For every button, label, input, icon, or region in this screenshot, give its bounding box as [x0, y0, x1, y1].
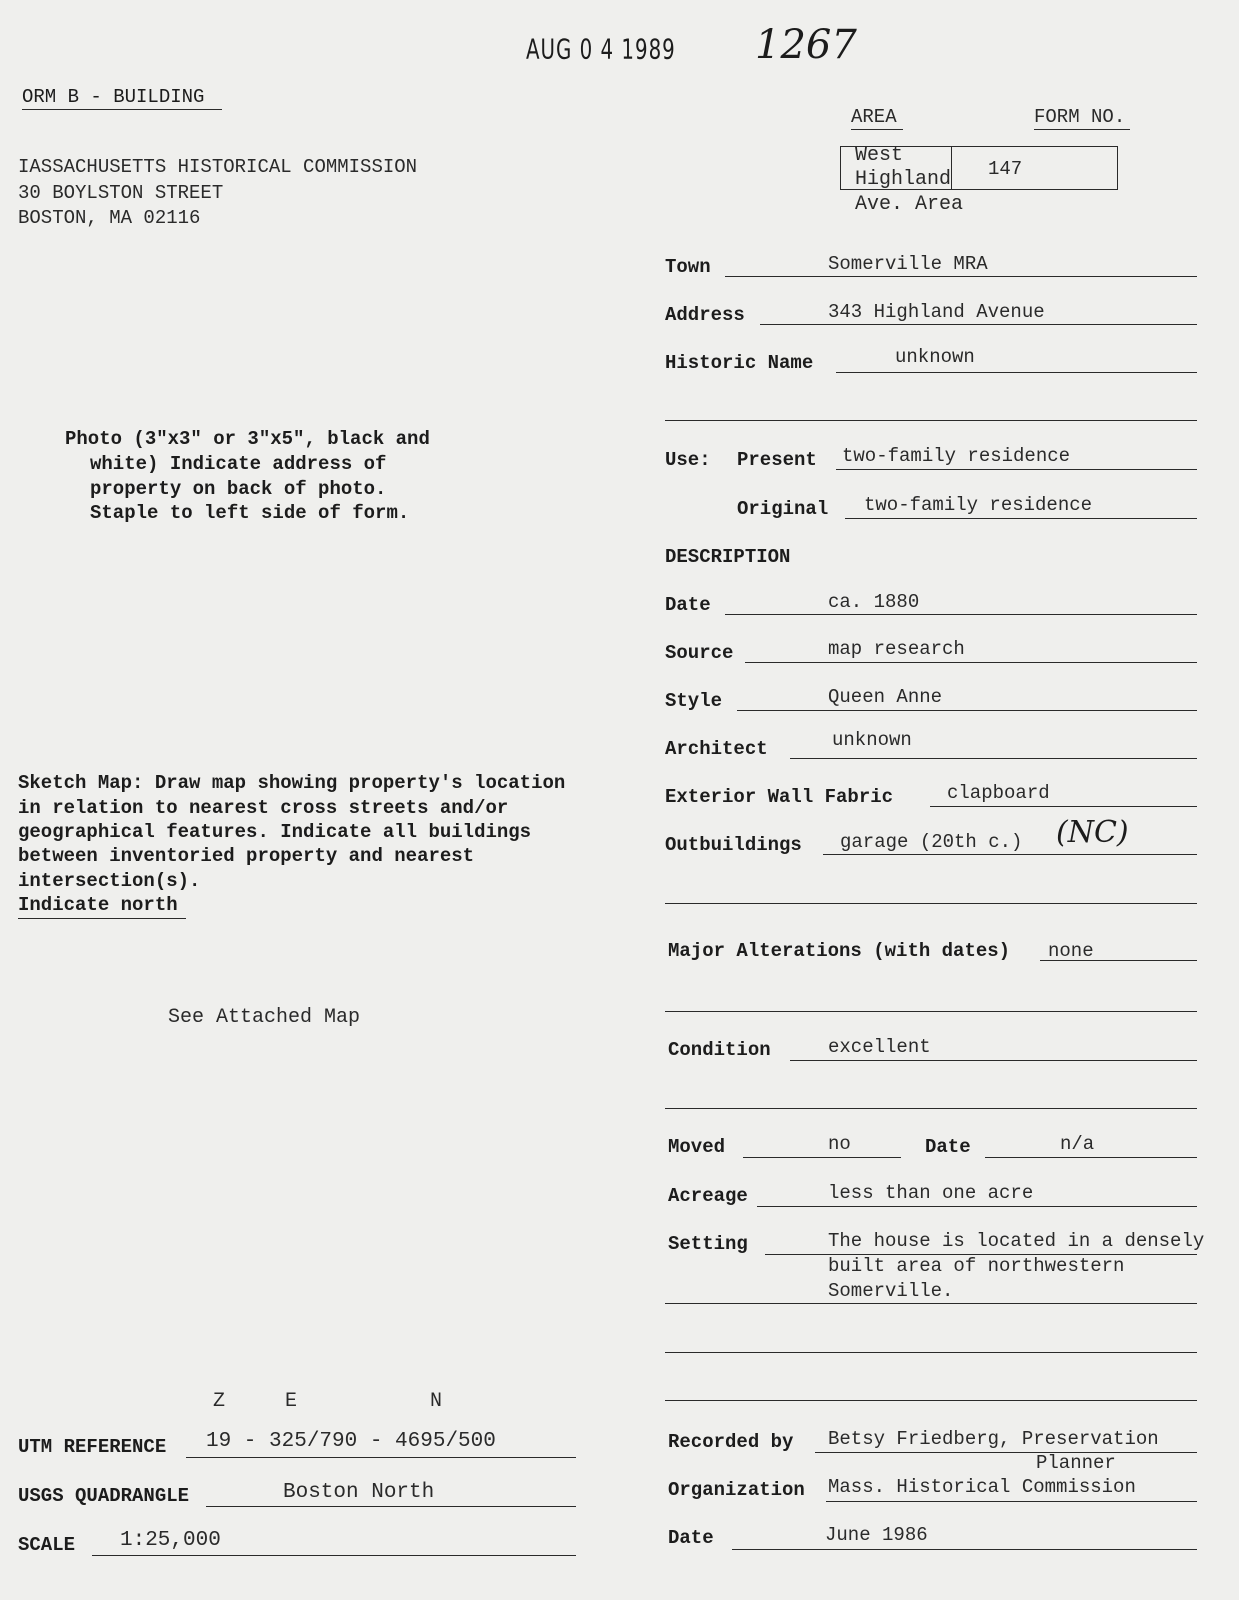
photo-instructions-3: property on back of photo. [90, 478, 387, 500]
setting-extra-line-1 [665, 1303, 1197, 1304]
major-alterations-value: none [1048, 940, 1094, 962]
outbuildings-value: garage (20th c.) [840, 831, 1023, 853]
architect-label: Architect [665, 738, 768, 760]
outbuildings-line [823, 854, 1197, 855]
moved-label: Moved [668, 1136, 726, 1158]
photo-instructions-4: Staple to left side of form. [90, 502, 410, 524]
handwritten-number: 1267 [755, 22, 857, 68]
historic-name-label: Historic Name [665, 352, 814, 374]
photo-instructions-1: Photo (3"x3" or 3"x5", black and [65, 428, 430, 450]
outbuildings-label: Outbuildings [665, 834, 802, 856]
source-value: map research [828, 638, 965, 660]
organization-line [826, 1501, 1197, 1502]
area-value-line2: Highland [855, 168, 952, 191]
condition-line [790, 1060, 1197, 1061]
record-date-label: Date [668, 1527, 714, 1549]
condition-value: excellent [828, 1036, 931, 1058]
recorded-by-value-2: Planner [1036, 1452, 1116, 1474]
setting-label: Setting [668, 1233, 748, 1255]
area-label-underline [851, 129, 903, 130]
exterior-wall-fabric-value: clapboard [947, 782, 1050, 804]
area-value-line3: Ave. Area [855, 193, 964, 216]
use-present-line [836, 469, 1197, 470]
record-date-value: June 1986 [825, 1524, 928, 1546]
sketch-map-instructions-5: intersection(s). [18, 870, 201, 892]
organization-label: Organization [668, 1479, 805, 1501]
major-alterations-label: Major Alterations (with dates) [668, 940, 1011, 962]
photo-instructions-2: white) Indicate address of [90, 453, 387, 475]
date-label: Date [665, 594, 711, 616]
acreage-value: less than one acre [828, 1182, 1034, 1204]
acreage-line [757, 1206, 1197, 1207]
area-value-line1: West [855, 144, 904, 167]
historic-name-value: unknown [895, 346, 975, 368]
major-alterations-extra-line [665, 1011, 1197, 1012]
recorded-by-value-1: Betsy Friedberg, Preservation [828, 1428, 1159, 1450]
record-date-line [732, 1549, 1197, 1550]
style-line [737, 710, 1197, 711]
agency-name: IASSACHUSETTS HISTORICAL COMMISSION [18, 156, 418, 178]
moved-line [743, 1157, 901, 1158]
form-no-value: 147 [988, 158, 1023, 180]
exterior-wall-fabric-line [930, 806, 1197, 807]
usgs-quadrangle-value: Boston North [283, 1481, 435, 1504]
style-value: Queen Anne [828, 686, 943, 708]
scale-label: SCALE [18, 1534, 76, 1556]
usgs-quadrangle-line [206, 1506, 576, 1507]
moved-date-label: Date [925, 1136, 971, 1158]
form-no-label-underline [1034, 129, 1130, 130]
setting-extra-line-2 [665, 1352, 1197, 1353]
form-title: ORM B - BUILDING [22, 86, 205, 108]
architect-value: unknown [832, 729, 912, 751]
setting-value-1: The house is located in a densely [828, 1230, 1205, 1252]
setting-value-3: Somerville. [828, 1280, 954, 1302]
moved-value: no [828, 1133, 851, 1155]
use-present-value: two-family residence [842, 445, 1071, 467]
date-line [725, 614, 1197, 615]
condition-label: Condition [668, 1039, 771, 1061]
moved-date-line [985, 1157, 1197, 1158]
organization-value: Mass. Historical Commission [828, 1476, 1136, 1498]
sketch-map-instructions-4: between inventoried property and nearest [18, 845, 475, 867]
description-heading: DESCRIPTION [665, 546, 791, 568]
condition-extra-line [665, 1108, 1197, 1109]
scale-value: 1:25,000 [120, 1529, 221, 1552]
utm-reference-value: 19 - 325/790 - 4695/500 [206, 1430, 496, 1453]
address-line [760, 324, 1197, 325]
agency-city: BOSTON, MA 02116 [18, 207, 201, 229]
address-label: Address [665, 304, 745, 326]
use-present-label: Present [737, 449, 817, 471]
historic-name-line [836, 372, 1197, 373]
town-line [725, 276, 1197, 277]
source-label: Source [665, 642, 734, 664]
outbuildings-extra-line [665, 903, 1197, 904]
historic-name-extra-line [665, 420, 1197, 421]
received-date-stamp: AUG 0 4 1989 [526, 34, 676, 67]
use-label: Use: [665, 449, 711, 471]
sketch-map-instructions-1: Sketch Map: Draw map showing property's location [18, 772, 566, 794]
recorded-by-line [815, 1452, 1197, 1453]
setting-extra-line-3 [665, 1400, 1197, 1401]
utm-reference-label: UTM REFERENCE [18, 1436, 167, 1458]
sketch-map-note: See Attached Map [168, 1006, 361, 1029]
utm-col-e: E [285, 1390, 298, 1413]
indicate-north-underline [18, 918, 186, 919]
town-label: Town [665, 256, 711, 278]
exterior-wall-fabric-label: Exterior Wall Fabric [665, 786, 894, 808]
source-line [745, 662, 1197, 663]
recorded-by-label: Recorded by [668, 1431, 794, 1453]
agency-street: 30 BOYLSTON STREET [18, 182, 224, 204]
use-original-value: two-family residence [864, 494, 1093, 516]
moved-date-value: n/a [1060, 1133, 1095, 1155]
town-value: Somerville MRA [828, 253, 988, 275]
use-original-label: Original [737, 498, 829, 520]
usgs-quadrangle-label: USGS QUADRANGLE [18, 1485, 190, 1507]
date-value: ca. 1880 [828, 591, 920, 613]
form-title-underline [22, 109, 222, 110]
style-label: Style [665, 690, 723, 712]
scale-line [92, 1555, 576, 1556]
area-label: AREA [851, 106, 897, 128]
sketch-map-instructions-2: in relation to nearest cross streets and/or [18, 797, 509, 819]
sketch-map-instructions-6: Indicate north [18, 894, 178, 916]
outbuildings-handwritten-note: (NC) [1056, 815, 1129, 850]
setting-value-2: built area of northwestern [828, 1255, 1125, 1277]
utm-col-z: Z [213, 1390, 226, 1413]
area-form-box-divider [951, 146, 952, 189]
utm-col-n: N [430, 1390, 443, 1413]
address-value: 343 Highland Avenue [828, 301, 1045, 323]
utm-reference-line [186, 1457, 576, 1458]
form-no-label: FORM NO. [1034, 106, 1126, 128]
architect-line [790, 758, 1197, 759]
acreage-label: Acreage [668, 1185, 748, 1207]
use-original-line [845, 518, 1197, 519]
sketch-map-instructions-3: geographical features. Indicate all buildings [18, 821, 532, 843]
